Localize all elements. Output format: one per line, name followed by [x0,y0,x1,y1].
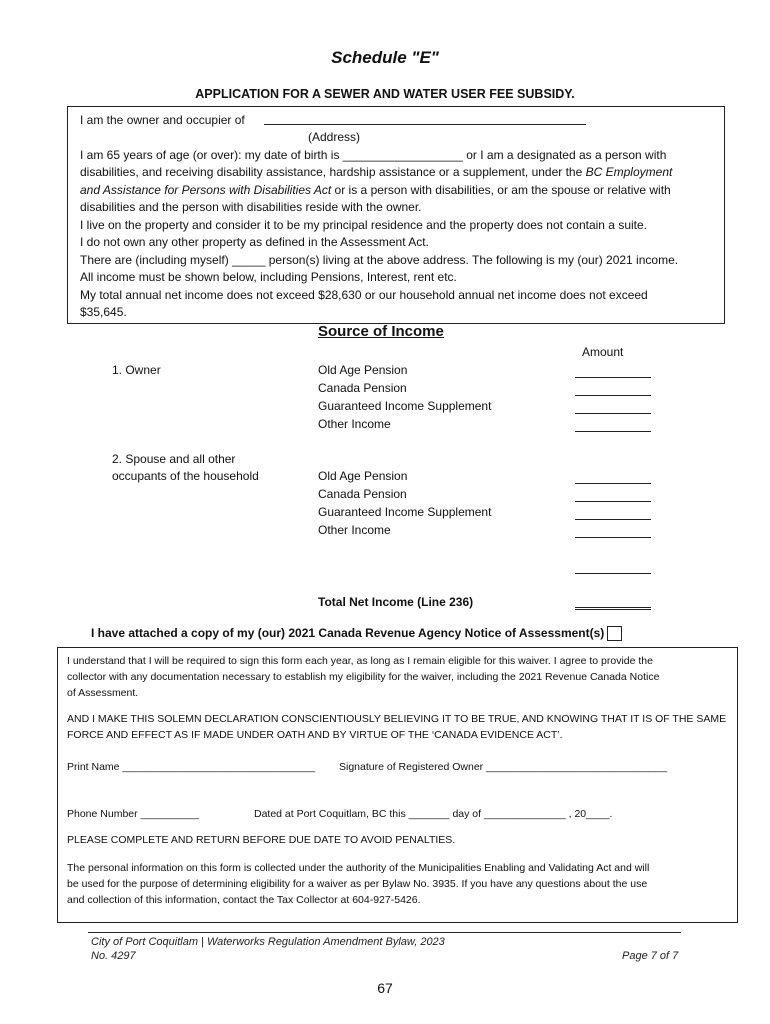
disability-line [80,164,672,182]
residence-line: I live on the property and consider it to be my principal residence and the property does not contain a suite. [80,218,647,232]
disability-line-3: disabilities and the person with disabilities reside with the owner. [80,200,422,214]
declaration-text: AND I MAKE THIS SOLEMN DECLARATION CONSCIENTIOUSLY BELIEVING IT TO BE TRUE, AND KNOWING THAT IT IS OF THE SAME [67,713,727,725]
owner-canada-pension: Canada Pension [318,381,407,395]
subtotal-amount-line[interactable] [575,573,651,574]
property-line: I do not own any other property as defined in the Assessment Act. [80,235,429,249]
owner-line: I am the owner and occupier of [80,113,245,127]
owner-cpp-amount-line[interactable] [575,395,651,396]
privacy-notice-3: and collection of this information, contact the Tax Collector at 604-927-5426. [67,894,421,906]
age-line-start: I am 65 years of age (or over): my date of birth is [80,148,343,162]
owner-other-income: Other Income [318,417,391,431]
income-limit-line: My total annual net income does not exceed $28,630 or our household annual net income does not exceed [80,288,648,302]
age-line [80,147,666,165]
print-name-field[interactable]: Print Name _________________________________ [67,761,316,773]
understand-text-3: of Assessment. [67,687,139,699]
penalty-notice: PLEASE COMPLETE AND RETURN BEFORE DUE DATE TO AVOID PENALTIES. [67,834,456,846]
owner-oap-amount-line[interactable] [575,377,651,378]
understand-text: I understand that I will be required to sign this form each year, as long as I remain eligible for this waiver. I agree to provide the [67,655,653,667]
income-limit-line-2: $35,645. [80,305,127,319]
dated-field[interactable]: Dated at Port Coquitlam, BC this _______ day of ______________ , 20____. [254,808,613,820]
act-name-part-b: and Assistance for Persons with Disabilities Act [80,183,332,197]
signature-field[interactable]: Signature of Registered Owner _______________________________ [339,761,668,773]
attachment-checkbox[interactable] [607,626,622,641]
owner-old-age-pension: Old Age Pension [318,363,408,377]
owner-guaranteed-income: Guaranteed Income Supplement [318,399,492,413]
spouse-other-amount-line[interactable] [575,537,651,538]
age-line-end: or I am a designated as a person with [462,148,667,162]
footer-divider [88,932,681,933]
privacy-notice-2: be used for the purpose of determining eligibility for a waiver as per Bylaw No. 3935. If you have any questions about the use [67,878,648,890]
spouse-oap-amount-line[interactable] [575,483,651,484]
understand-text-2: collector with any documentation necessary to establish my eligibility for the waiver, including the 2021 Revenue Canada Notice [67,671,660,683]
address-label: (Address) [308,130,361,144]
persons-line: There are (including myself) _____ person(s) living at the above address. The following is my (our) 2021 income. [80,253,679,267]
spouse-gis-amount-line[interactable] [575,519,651,520]
spouse-label: 2. Spouse and all other [112,452,236,466]
declaration-text-2: FORCE AND EFFECT AS IF MADE UNDER OATH AND BY VIRTUE OF THE ‘CANADA EVIDENCE ACT’. [67,729,563,741]
source-of-income-heading: Source of Income [318,323,444,340]
disability-line-start: disabilities, and receiving disability assistance, hardship assistance or a supplement, under the [80,165,586,179]
income-shown-line: All income must be shown below, including Pensions, Interest, rent etc. [80,270,457,284]
total-net-income-label: Total Net Income (Line 236) [318,595,474,609]
spouse-guaranteed-income: Guaranteed Income Supplement [318,505,492,519]
spouse-cpp-amount-line[interactable] [575,501,651,502]
solemn-declaration-box [57,647,738,923]
declaration-box [67,106,725,324]
footer-bylaw-number: No. 4297 [91,950,136,962]
schedule-title: Schedule "E" [331,48,439,67]
owner-other-amount-line[interactable] [575,431,651,432]
page-number: 67 [377,980,393,996]
owner-gis-amount-line[interactable] [575,413,651,414]
spouse-canada-pension: Canada Pension [318,487,407,501]
footer-bylaw-title: City of Port Coquitlam | Waterworks Regulation Amendment Bylaw, 2023 [91,936,445,948]
attachment-label: I have attached a copy of my (our) 2021 Canada Revenue Agency Notice of Assessment(s) [91,626,605,640]
address-field-line[interactable] [264,124,586,125]
footer-page-of: Page 7 of 7 [622,950,679,962]
disability-line-rest: or is a person with disabilities, or am the spouse or relative with [331,183,671,197]
spouse-old-age-pension: Old Age Pension [318,469,408,483]
act-name-part-a: BC Employment [585,165,673,179]
application-title: APPLICATION FOR A SEWER AND WATER USER FEE SUBSIDY. [195,87,575,101]
total-amount-line[interactable] [575,607,651,610]
disability-line-2 [80,182,671,200]
privacy-notice: The personal information on this form is collected under the authority of the Municipalities Enabling and Validating Act and will [67,862,650,874]
amount-header: Amount [582,345,624,359]
phone-number-field[interactable]: Phone Number __________ [67,808,199,820]
birth-date-blank[interactable]: __________________ [342,148,463,162]
spouse-other-income: Other Income [318,523,391,537]
spouse-label-2: occupants of the household [112,469,259,483]
owner-label: 1. Owner [112,363,161,377]
